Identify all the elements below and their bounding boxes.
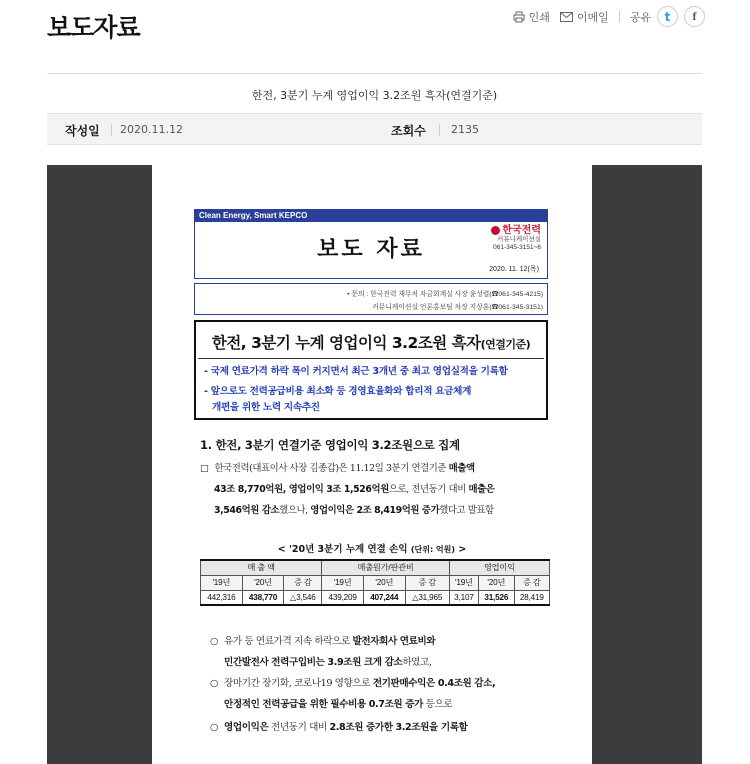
circle-bullet-item (210, 673, 550, 715)
text: 으로, 전년동기 대비 (388, 484, 469, 495)
views-label: 조회수 (391, 124, 426, 138)
circle-bullet-icon: ○ (210, 636, 218, 647)
circle-bullet-item (210, 631, 550, 673)
contact-box (194, 283, 548, 315)
table-cell: 438,770 (242, 590, 284, 605)
caption-text: < '20년 3분기 누계 연결 손익 (277, 544, 408, 555)
mail-icon (560, 12, 573, 22)
text: 발전자회사 연료비와 (352, 636, 436, 647)
text: 매출액 (448, 463, 475, 474)
text: 했으나, (279, 505, 311, 516)
caption-unit: (단위: 억원) (410, 545, 456, 554)
section-heading: 1. 한전, 3분기 연결기준 영업이익 3.2조원으로 집계 (200, 438, 460, 452)
text: 유가 등 연료가격 지속 하락으로 (224, 636, 353, 647)
circle-bullet-icon: ○ (210, 678, 218, 689)
document-viewer[interactable] (47, 165, 702, 764)
table-col-header: '20년 (479, 575, 514, 590)
divider (198, 358, 544, 359)
text: 안정적인 전력공급을 위한 필수비용 0.7조원 증가 (224, 699, 423, 710)
table-group-header: 매 출 액 (201, 560, 322, 575)
table-cell: 442,316 (201, 590, 243, 605)
table-row (201, 590, 550, 605)
twitter-share-button[interactable] (657, 6, 678, 27)
headline-suffix: (연결기준) (480, 338, 531, 351)
twitter-icon: t (664, 9, 671, 24)
email-button[interactable] (560, 9, 609, 25)
text: 매출은 (468, 484, 495, 495)
summary-bullet: - 앞으로도 전력공급비용 최소화 등 경영효율화와 합리적 요금체계 (204, 386, 472, 397)
text: 하였고, (402, 657, 432, 668)
text: 영업이익은 (224, 722, 269, 733)
contact-line: 커뮤니케이션실 언론홍보팀 차장 지상훈(☎061-345-3151) (372, 304, 543, 311)
text: 장마기간 장기화, 코로나19 영향으로 (224, 678, 373, 689)
document-page (152, 165, 592, 764)
text: 민간발전사 전력구입비는 3.9조원 크게 감소 (224, 657, 403, 668)
text: 3,546억원 감소 (214, 505, 280, 516)
page-title: 보도자료 (47, 13, 140, 42)
divider (439, 124, 440, 136)
table-group-header: 매출원가/판관비 (322, 560, 450, 575)
email-label: 이메일 (576, 10, 609, 24)
share-label: 공유 (629, 10, 651, 24)
press-date: 2020. 11. 12(목) (489, 266, 539, 273)
table-cell: 31,526 (479, 590, 514, 605)
caption-end: > (458, 544, 467, 555)
text: 한국전력(대표이사 사장 김종갑)은 11.12일 3분기 연결기준 (214, 463, 449, 474)
table-col-header: '20년 (363, 575, 405, 590)
table-col-header: 증 감 (405, 575, 449, 590)
org-name: 한국전력 (502, 224, 541, 236)
department: 커뮤니케이션실 (497, 236, 541, 243)
divider (619, 11, 620, 22)
phone: 061-345-3151~6 (493, 244, 541, 251)
table-col-header: '20년 (242, 575, 284, 590)
table-col-header: '19년 (322, 575, 364, 590)
summary-bullet-cont: 개편을 위한 노력 지속추진 (212, 402, 320, 413)
facebook-share-button[interactable] (684, 6, 705, 27)
table-cell: 407,244 (363, 590, 405, 605)
facebook-icon: f (692, 9, 697, 23)
press-release-title: 보도 자료 (317, 237, 425, 262)
kepco-logo (491, 226, 541, 235)
meta-bar (47, 113, 702, 145)
text: 등으로 (422, 699, 453, 710)
headline-text: 한전, 3분기 누계 영업이익 3.2조원 흑자 (211, 334, 481, 352)
summary-bullet: - 국제 연료가격 하락 폭이 커지면서 최근 3개년 중 최고 영업실적을 기록함 (204, 366, 508, 377)
kepco-logo-icon (491, 226, 500, 235)
table-group-header: 영업이익 (449, 560, 549, 575)
text: 전기판매수익은 0.4조원 감소, (372, 678, 496, 689)
body-paragraph (200, 458, 550, 521)
table-col-header: 증 감 (514, 575, 550, 590)
table-cell: 3,107 (449, 590, 478, 605)
contact-line: • 문의 : 한국전력 재무처 자금회계실 사장 윤성렬(☎061-345-4215) (347, 291, 543, 298)
kepco-info (491, 226, 541, 252)
views-value: 2135 (451, 123, 479, 136)
text: 영업이익은 2조 8,419억원 증가 (310, 505, 440, 516)
toolbar (503, 6, 705, 27)
table-col-header: '19년 (449, 575, 478, 590)
table-cell: △31,965 (405, 590, 449, 605)
print-icon (513, 11, 525, 23)
headline-box (194, 320, 548, 420)
print-label: 인쇄 (528, 10, 550, 24)
circle-bullet-icon: ○ (210, 722, 218, 733)
press-header (194, 209, 548, 279)
text: 했다고 발표함 (439, 505, 494, 516)
table-cell: △3,546 (284, 590, 322, 605)
divider (47, 73, 702, 74)
table-caption (152, 541, 592, 555)
circle-bullet-item (210, 717, 550, 738)
print-button[interactable] (513, 9, 550, 25)
table-col-header: '19년 (201, 575, 243, 590)
brand-slogan: Clean Energy, Smart KEPCO (195, 210, 547, 222)
table-cell: 439,209 (322, 590, 364, 605)
headline (196, 331, 546, 353)
income-table (200, 559, 550, 606)
table-cell: 28,419 (514, 590, 550, 605)
date-label: 작성일 (65, 124, 100, 138)
table-col-header: 증 감 (284, 575, 322, 590)
divider (111, 124, 112, 136)
text: 전년동기 대비 (268, 722, 330, 733)
square-bullet-icon: □ (200, 463, 209, 474)
article-title: 한전, 3분기 누계 영업이익 3.2조원 흑자(연결기준) (251, 89, 498, 102)
text: 43조 8,770억원, 영업이익 3조 1,526억원 (214, 484, 389, 495)
text: 2.8조원 증가한 3.2조원을 기록함 (329, 722, 468, 733)
date-value: 2020.11.12 (120, 123, 183, 136)
